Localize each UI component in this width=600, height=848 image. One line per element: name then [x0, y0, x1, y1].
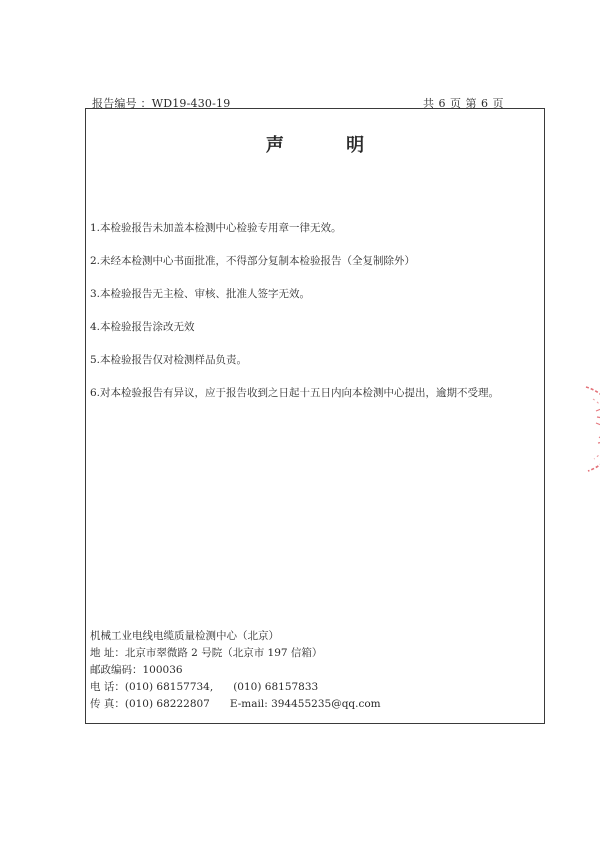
statement-item: 6.对本检验报告有异议，应于报告收到之日起十五日内向本检测中心提出，逾期不受理。 — [90, 387, 500, 399]
organization-name: 机械工业电线电缆质量检测中心（北京） — [90, 630, 279, 642]
statement-item: 2.未经本检测中心书面批准，不得部分复制本检验报告（全复制除外） — [90, 255, 416, 267]
fax-row — [90, 698, 381, 715]
report-number: 报告编号 ：WD19-430-19 — [92, 97, 231, 110]
statement-item: 1.本检验报告未加盖本检测中心检验专用章一律无效。 — [90, 222, 342, 234]
address-label: 地 址： — [90, 647, 125, 659]
postcode-row — [90, 664, 381, 681]
postcode-label: 邮政编码： — [90, 664, 143, 676]
statement-item: 3.本检验报告无主检、审核、批准人签字无效。 — [90, 288, 311, 300]
fax-label: 传 真： — [90, 698, 125, 710]
statement-item: 5.本检验报告仅对检测样品负责。 — [90, 354, 248, 366]
page-title: 声 明 — [265, 135, 393, 156]
phone-value-1: (010) 68157734, — [124, 681, 214, 693]
address-value: 北京市翠微路 2 号院（北京市 197 信箱） — [124, 647, 323, 659]
seal-stamp-fragment — [566, 385, 600, 475]
phone-label: 电 话： — [90, 681, 125, 693]
email-value: E-mail: 394455235@qq.com — [229, 698, 381, 710]
postcode-value: 100036 — [142, 664, 183, 676]
contact-block — [90, 630, 381, 715]
statement-list — [90, 222, 530, 420]
page-count: 共 6 页 第 6 页 — [423, 97, 504, 110]
address-row — [90, 647, 381, 664]
phone-value-2: (010) 68157833 — [233, 681, 319, 693]
fax-value: (010) 68222807 — [124, 698, 210, 710]
phone-row — [90, 681, 381, 698]
statement-item: 4.本检验报告涂改无效 — [90, 321, 195, 333]
statement-frame — [85, 108, 545, 724]
